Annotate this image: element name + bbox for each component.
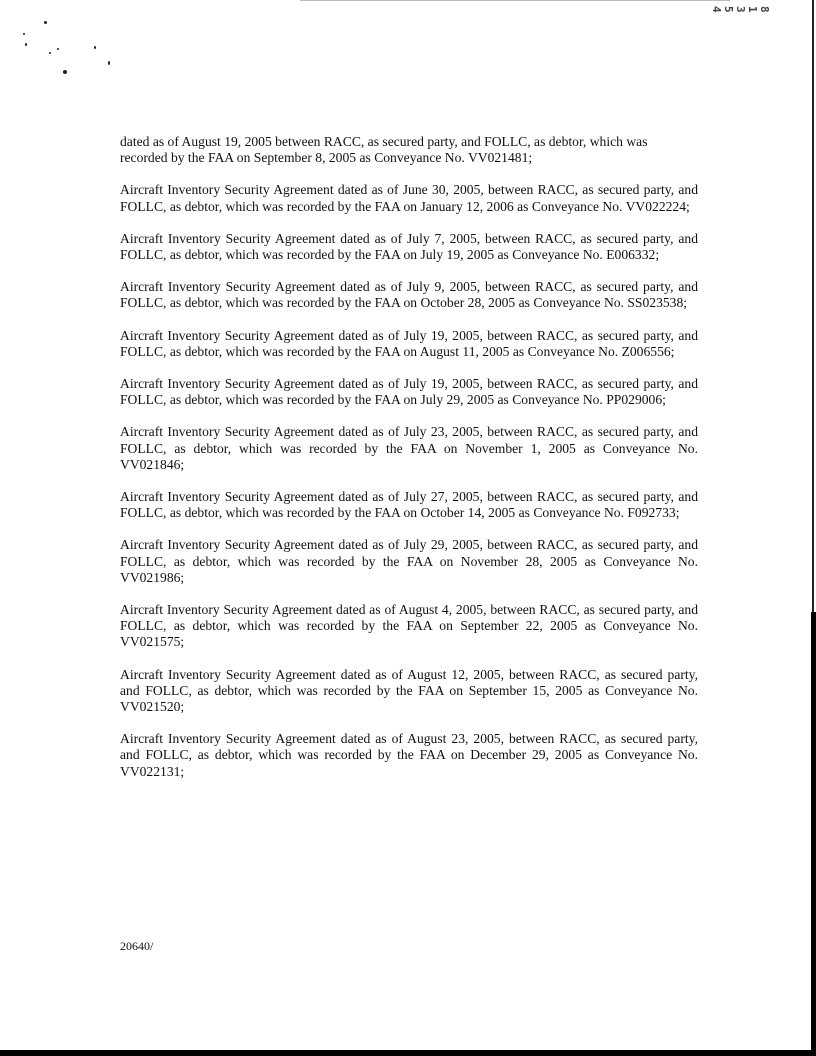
- scan-speck: [57, 48, 59, 50]
- stamp-digit: 1: [746, 6, 759, 13]
- scan-speck: [94, 46, 96, 49]
- scan-speck: [25, 43, 27, 46]
- agreement-paragraph: Aircraft Inventory Security Agreement dated as of July 19, 2005, between RACC, as secured party, and FOLLC, as debtor, which was recorded by the FAA on July 29, 2005 as Conveyance No. PP029006;: [120, 376, 698, 408]
- agreement-paragraph: Aircraft Inventory Security Agreement dated as of July 27, 2005, between RACC, as secured party, and FOLLC, as debtor, which was recorded by the FAA on October 14, 2005 as Conveyance No. F092733;: [120, 489, 698, 521]
- agreement-paragraph: Aircraft Inventory Security Agreement dated as of June 30, 2005, between RACC, as secured party, and FOLLC, as debtor, which was recorded by the FAA on January 12, 2006 as Conveyance No. VV022224;: [120, 182, 698, 214]
- document-body: [120, 134, 698, 796]
- stamp-digit: 4: [710, 6, 723, 13]
- agreement-paragraph: Aircraft Inventory Security Agreement dated as of July 19, 2005, between RACC, as secured party, and FOLLC, as debtor, which was recorded by the FAA on August 11, 2005 as Conveyance No. Z006556;: [120, 327, 698, 359]
- scan-speck: [108, 61, 110, 65]
- stamp-digit: 3: [734, 6, 747, 13]
- agreement-paragraph: Aircraft Inventory Security Agreement dated as of July 29, 2005, between RACC, as secured party, and FOLLC, as debtor, which was recorded by the FAA on November 28, 2005 as Conveyance No. VV021986;: [120, 537, 698, 585]
- stamp-digit: 8: [758, 6, 771, 13]
- bates-stamp: [710, 6, 771, 13]
- paragraph-continuation: dated as of August 19, 2005 between RACC, as secured party, and FOLLC, as debtor, which was recorded by the FAA on September 8, 2005 as Conveyance No. VV021481;: [120, 134, 648, 166]
- scan-speck: [44, 21, 47, 24]
- scan-speck: [23, 33, 25, 35]
- agreement-paragraph: Aircraft Inventory Security Agreement dated as of July 7, 2005, between RACC, as secured party, and FOLLC, as debtor, which was recorded by the FAA on July 19, 2005 as Conveyance No. E006332;: [120, 230, 698, 263]
- agreement-paragraph: Aircraft Inventory Security Agreement dated as of August 12, 2005, between RACC, as secured party, and FOLLC, as debtor, which was recorded by the FAA on September 15, 2005 as Conveyance No. VV021520;: [120, 666, 698, 715]
- scan-speck: [63, 70, 67, 74]
- agreement-paragraph: Aircraft Inventory Security Agreement dated as of August 23, 2005, between RACC, as secured party, and FOLLC, as debtor, which was recorded by the FAA on December 29, 2005 as Conveyance No. VV022131;: [120, 731, 698, 779]
- scan-border-right-thick: [811, 612, 816, 1056]
- scan-speck: [49, 52, 51, 54]
- agreement-paragraph: Aircraft Inventory Security Agreement dated as of August 4, 2005, between RACC, as secured party, and FOLLC, as debtor, which was recorded by the FAA on September 22, 2005 as Conveyance No. VV021575;: [120, 602, 698, 650]
- document-footer-code: 20640/: [120, 939, 154, 953]
- agreement-paragraph: Aircraft Inventory Security Agreement dated as of July 9, 2005, between RACC, as secured party, and FOLLC, as debtor, which was recorded by the FAA on October 28, 2005 as Conveyance No. SS023538;: [120, 279, 698, 311]
- scan-border-bottom: [0, 1050, 816, 1056]
- scan-edge-line: [300, 0, 730, 1]
- agreement-paragraph: Aircraft Inventory Security Agreement dated as of July 23, 2005, between RACC, as secured party, and FOLLC, as debtor, which was recorded by the FAA on November 1, 2005 as Conveyance No. VV021846;: [120, 424, 698, 472]
- stamp-digit: 5: [722, 6, 735, 13]
- scan-border-right: [812, 0, 814, 612]
